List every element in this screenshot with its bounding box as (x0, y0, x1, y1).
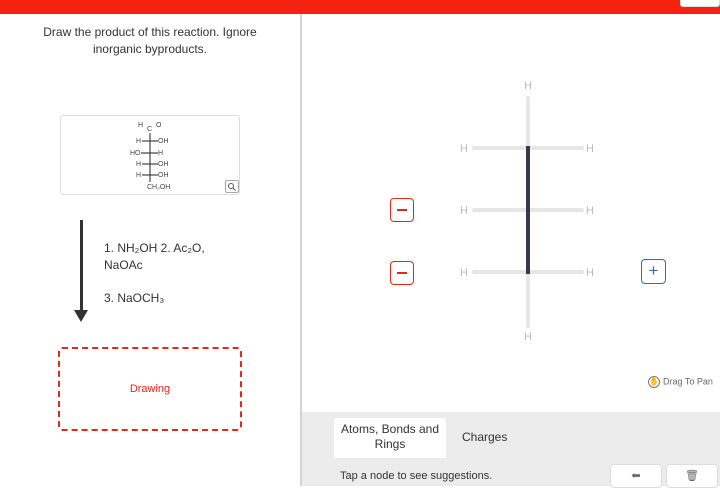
fischer-row1-left: H (136, 138, 142, 145)
atom-bottom-h: H (524, 331, 532, 343)
fischer-row4-left: H (136, 172, 142, 179)
fischer-top-h: H (138, 122, 144, 129)
fischer-bottom: CH₂OH (147, 184, 171, 191)
fischer-projection (61, 116, 241, 196)
atom-r1-right: H (586, 143, 594, 155)
pan-label: Drag To Pan (663, 376, 713, 387)
fischer-row2-left: HO (130, 150, 141, 157)
top-accent-bar (0, 0, 720, 14)
hand-icon: ✋ (649, 377, 659, 386)
trash-button[interactable] (666, 464, 718, 488)
atom-top-h: H (524, 80, 532, 92)
starting-material-thumbnail[interactable] (60, 115, 240, 195)
fischer-row1-right: OH (158, 138, 169, 145)
drawing-canvas[interactable] (302, 14, 720, 412)
top-right-control[interactable] (680, 0, 720, 7)
atom-r1-left: H (460, 143, 468, 155)
fischer-row4-right: OH (158, 172, 169, 179)
tab-charges[interactable]: Charges (462, 430, 508, 444)
reagents-step-3: 3. NaOCH₃ (104, 291, 165, 305)
atom-r2-left: H (460, 205, 468, 217)
fischer-top-c: C (147, 126, 153, 133)
atom-r2-right: H (586, 205, 594, 217)
atom-r3-right: H (586, 267, 594, 279)
drag-to-pan-hint (648, 376, 713, 388)
fischer-row2-right: H (158, 150, 164, 157)
plus-icon: + (648, 261, 659, 280)
remove-row-button-1[interactable] (390, 198, 414, 222)
tab-atoms-bonds-rings[interactable]: Atoms, Bonds and Rings (334, 418, 446, 458)
reagents-step-1-2: 1. NH₂OH 2. Ac₂O, NaOAc (104, 241, 205, 272)
atom-r3-left: H (460, 267, 468, 279)
undo-button[interactable] (610, 464, 662, 488)
magnify-icon[interactable] (225, 180, 239, 193)
remove-row-button-2[interactable] (390, 261, 414, 285)
undo-icon: ⬅ (631, 470, 641, 482)
reaction-arrow (80, 220, 83, 312)
add-row-button[interactable] (641, 259, 666, 284)
trash-icon: 🗑 (685, 470, 699, 482)
reaction-arrow-head (74, 310, 88, 322)
drawing-answer-box[interactable] (58, 347, 242, 431)
molecule-skeleton[interactable] (302, 14, 720, 412)
fischer-top-o: O (156, 122, 162, 129)
fischer-row3-left: H (136, 161, 142, 168)
question-panel (0, 14, 300, 486)
fischer-row3-right: OH (158, 161, 169, 168)
drawing-label: Drawing (129, 383, 171, 395)
tools-panel (302, 412, 720, 486)
question-prompt: Draw the product of this reaction. Ignore inorganic byproducts. (43, 25, 257, 56)
suggestion-hint: Tap a node to see suggestions. (340, 470, 493, 482)
